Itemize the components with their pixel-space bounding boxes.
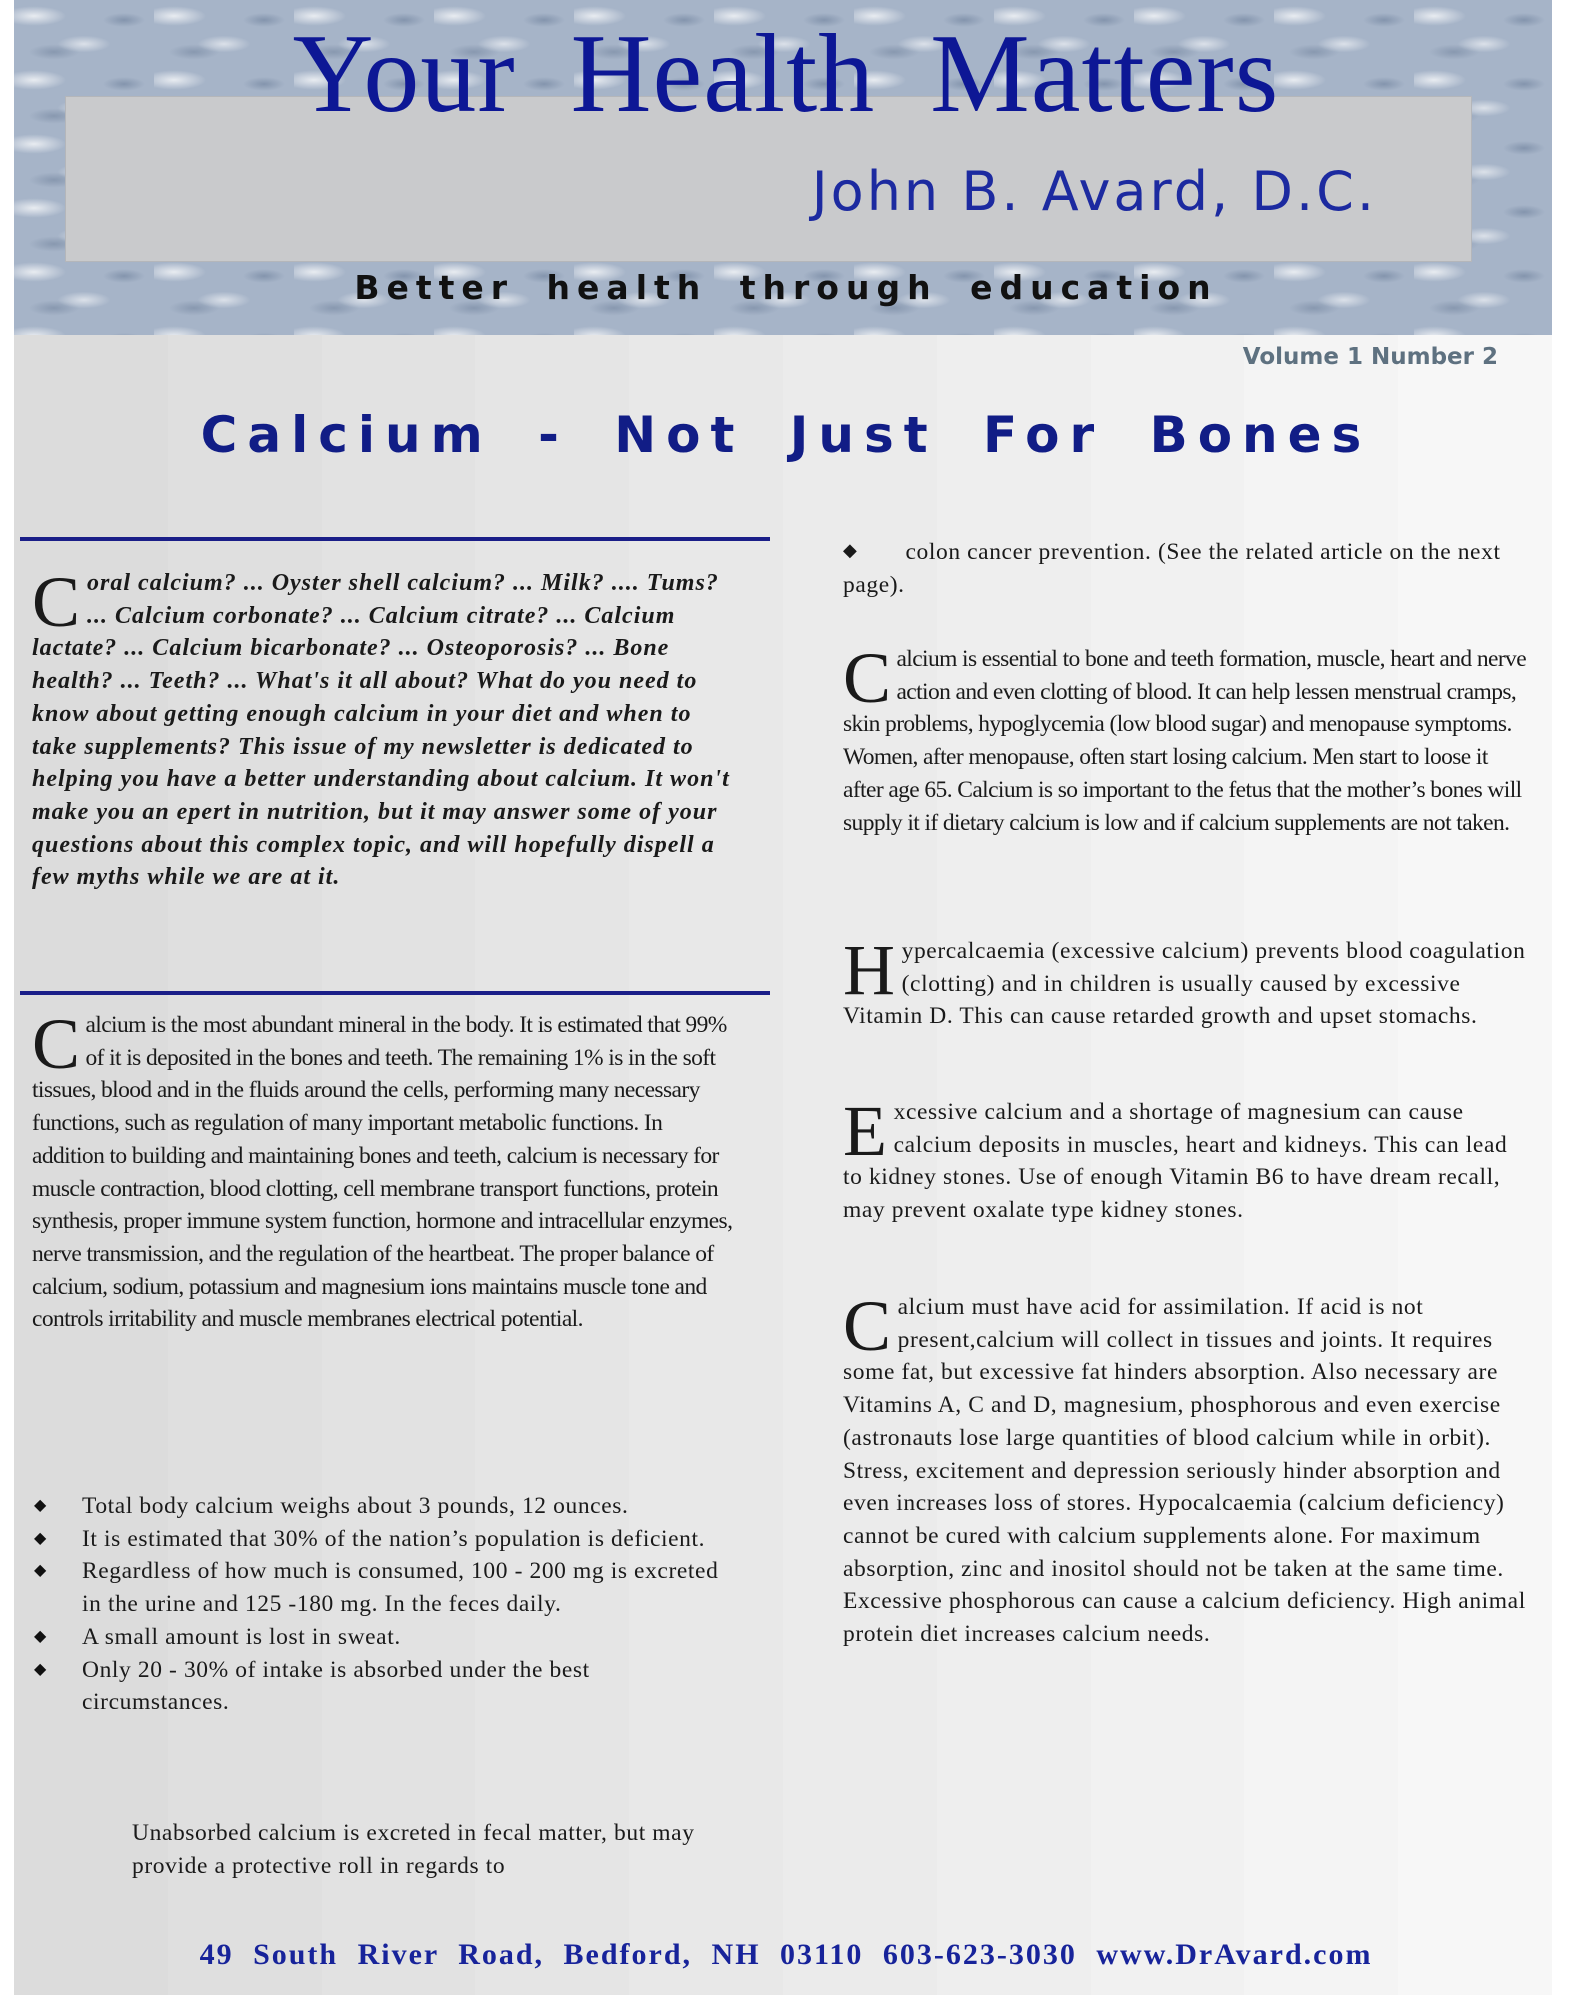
assimilation-paragraph <box>843 1286 1533 1651</box>
list-item: ◆ Total body calcium weighs about 3 pounds, 12 ounces. <box>32 1490 732 1523</box>
dropcap: C <box>843 1286 892 1366</box>
contact-footer: 49 South River Road, Bedford, NH 03110 603-623-3030 www.DrAvard.com <box>199 1938 1373 1971</box>
diamond-bullet-icon: ◆ <box>34 1627 47 1645</box>
rule-middle <box>20 991 770 995</box>
paragraph-text: alcium is the most abundant mineral in the body. It is estimated that 99% of it is deposited in the bones and teeth. The remaining 1% is in the soft tissues, blood and in the fluids around the cells, performing many necessary functions, such as regulation of many important metabolic functions. In addition to building and maintaining bones and teeth, calcium is necessary for muscle contraction, blood clotting, cell membrane transport functions, protein synthesis, proper immune system function, hormone and intracellular enzymes, nerve transmission, and the regulation of the heartbeat. The proper balance of calcium, sodium, potassium and magnesium ions maintains muscle tone and controls irritability and muscle membranes electrical potential. <box>32 1012 733 1333</box>
paragraph-text: alcium is essential to bone and teeth formation, muscle, heart and nerve action and even clotting of blood. It can help lessen menstrual cramps, skin problems, hypoglycemia (low blood sugar) and menopause symptoms. Women, after menopause, often start losing calcium. Men start to loose it after age 65. Calcium is so important to the fetus that the mother’s bones will supply it if dietary calcium is low and if calcium supplements are not taken. <box>843 646 1527 836</box>
volume-number: Volume 1 Number 2 <box>1242 344 1498 370</box>
excessive-calcium-paragraph <box>843 1091 1533 1227</box>
dropcap: C <box>843 638 891 718</box>
calcium-overview-paragraph <box>32 1004 737 1336</box>
diamond-bullet-icon: ◆ <box>34 1660 47 1678</box>
list-item: ◆ Regardless of how much is consumed, 100 - 200 mg is excreted in the urine and 125 -180 mg. In the feces daily. <box>32 1555 732 1620</box>
continued-bullet: ◆ colon cancer prevention. (See the related article on the next page). <box>843 539 1501 598</box>
list-item: ◆ It is estimated that 30% of the nation’s population is deficient. <box>32 1523 732 1556</box>
diamond-bullet-icon: ◆ <box>843 540 858 560</box>
intro-paragraph <box>32 562 737 894</box>
dropcap: C <box>32 562 82 642</box>
author-name: John B. Avard, D.C. <box>811 160 1377 223</box>
dropcap: E <box>843 1091 888 1171</box>
article-headline: Calcium - Not Just For Bones <box>200 406 1372 464</box>
list-item: ◆ Only 20 - 30% of intake is absorbed under the best circumstances. <box>32 1654 732 1719</box>
essential-paragraph <box>843 638 1533 839</box>
paragraph-text: ypercalcaemia (excessive calcium) prevents blood coagulation (clotting) and in children is usually caused by excessive Vitamin D. This can cause retarded growth and upset stomachs. <box>843 938 1526 1030</box>
hypercalcaemia-paragraph <box>843 930 1533 1033</box>
diamond-bullet-icon: ◆ <box>34 1529 47 1547</box>
list-item: ◆ A small amount is lost in sweat. <box>32 1621 732 1654</box>
paragraph-text: alcium must have acid for assimilation. If acid is not present,calcium will collect in tissues and joints. It requires some fat, but excessive fat hinders absorption. Also necessary are Vitamins A, C and D, magnesium, phosphorous and even exercise (astronauts lose large quantities of blood calcium while in orbit). Stress, excitement and depression seriously hinder absorption and even increases loss of stores. Hypocalcaemia (calcium deficiency) cannot be cured with calcium supplements alone. For maximum absorption, zinc and inositol should not be taken at the same time. Excessive phosphorous can cause a calcium deficiency. High animal protein diet increases calcium needs. <box>843 1294 1526 1648</box>
diamond-bullet-icon: ◆ <box>34 1562 47 1580</box>
rule-top <box>20 537 770 541</box>
bullet-continuation: Unabsorbed calcium is excreted in fecal matter, but may provide a protective roll in regards to <box>132 1820 695 1879</box>
tagline: Better health through education <box>354 268 1218 307</box>
diamond-bullet-icon: ◆ <box>34 1497 47 1514</box>
newsletter-title: Your Health Matters <box>292 12 1280 136</box>
intro-text: oral calcium? ... Oyster shell calcium? ... Milk? .... Tums? ... Calcium corbonate? ... Calcium citrate? ... Calcium lactate? ... Calcium bicarbonate? ... Osteoporosis? ... Bone health? ... Teeth? ... What's it all about? What do you need to know about getting enough calcium in your diet and when to take supplements? This issue of my newsletter is dedicated to helping you have a better understanding about calcium. It won't make you an epert in nutrition, but it may answer some of your questions about this complex topic, and will hopefully dispell a few myths while we are at it. <box>32 570 730 891</box>
dropcap: C <box>32 1004 80 1084</box>
dropcap: H <box>843 930 896 1010</box>
paragraph-text: xcessive calcium and a shortage of magnesium can cause calcium deposits in muscles, heart and kidneys. This can lead to kidney stones. Use of enough Vitamin B6 to have dream recall, may prevent oxalate type kidney stones. <box>843 1099 1508 1224</box>
facts-list <box>32 1490 732 1719</box>
